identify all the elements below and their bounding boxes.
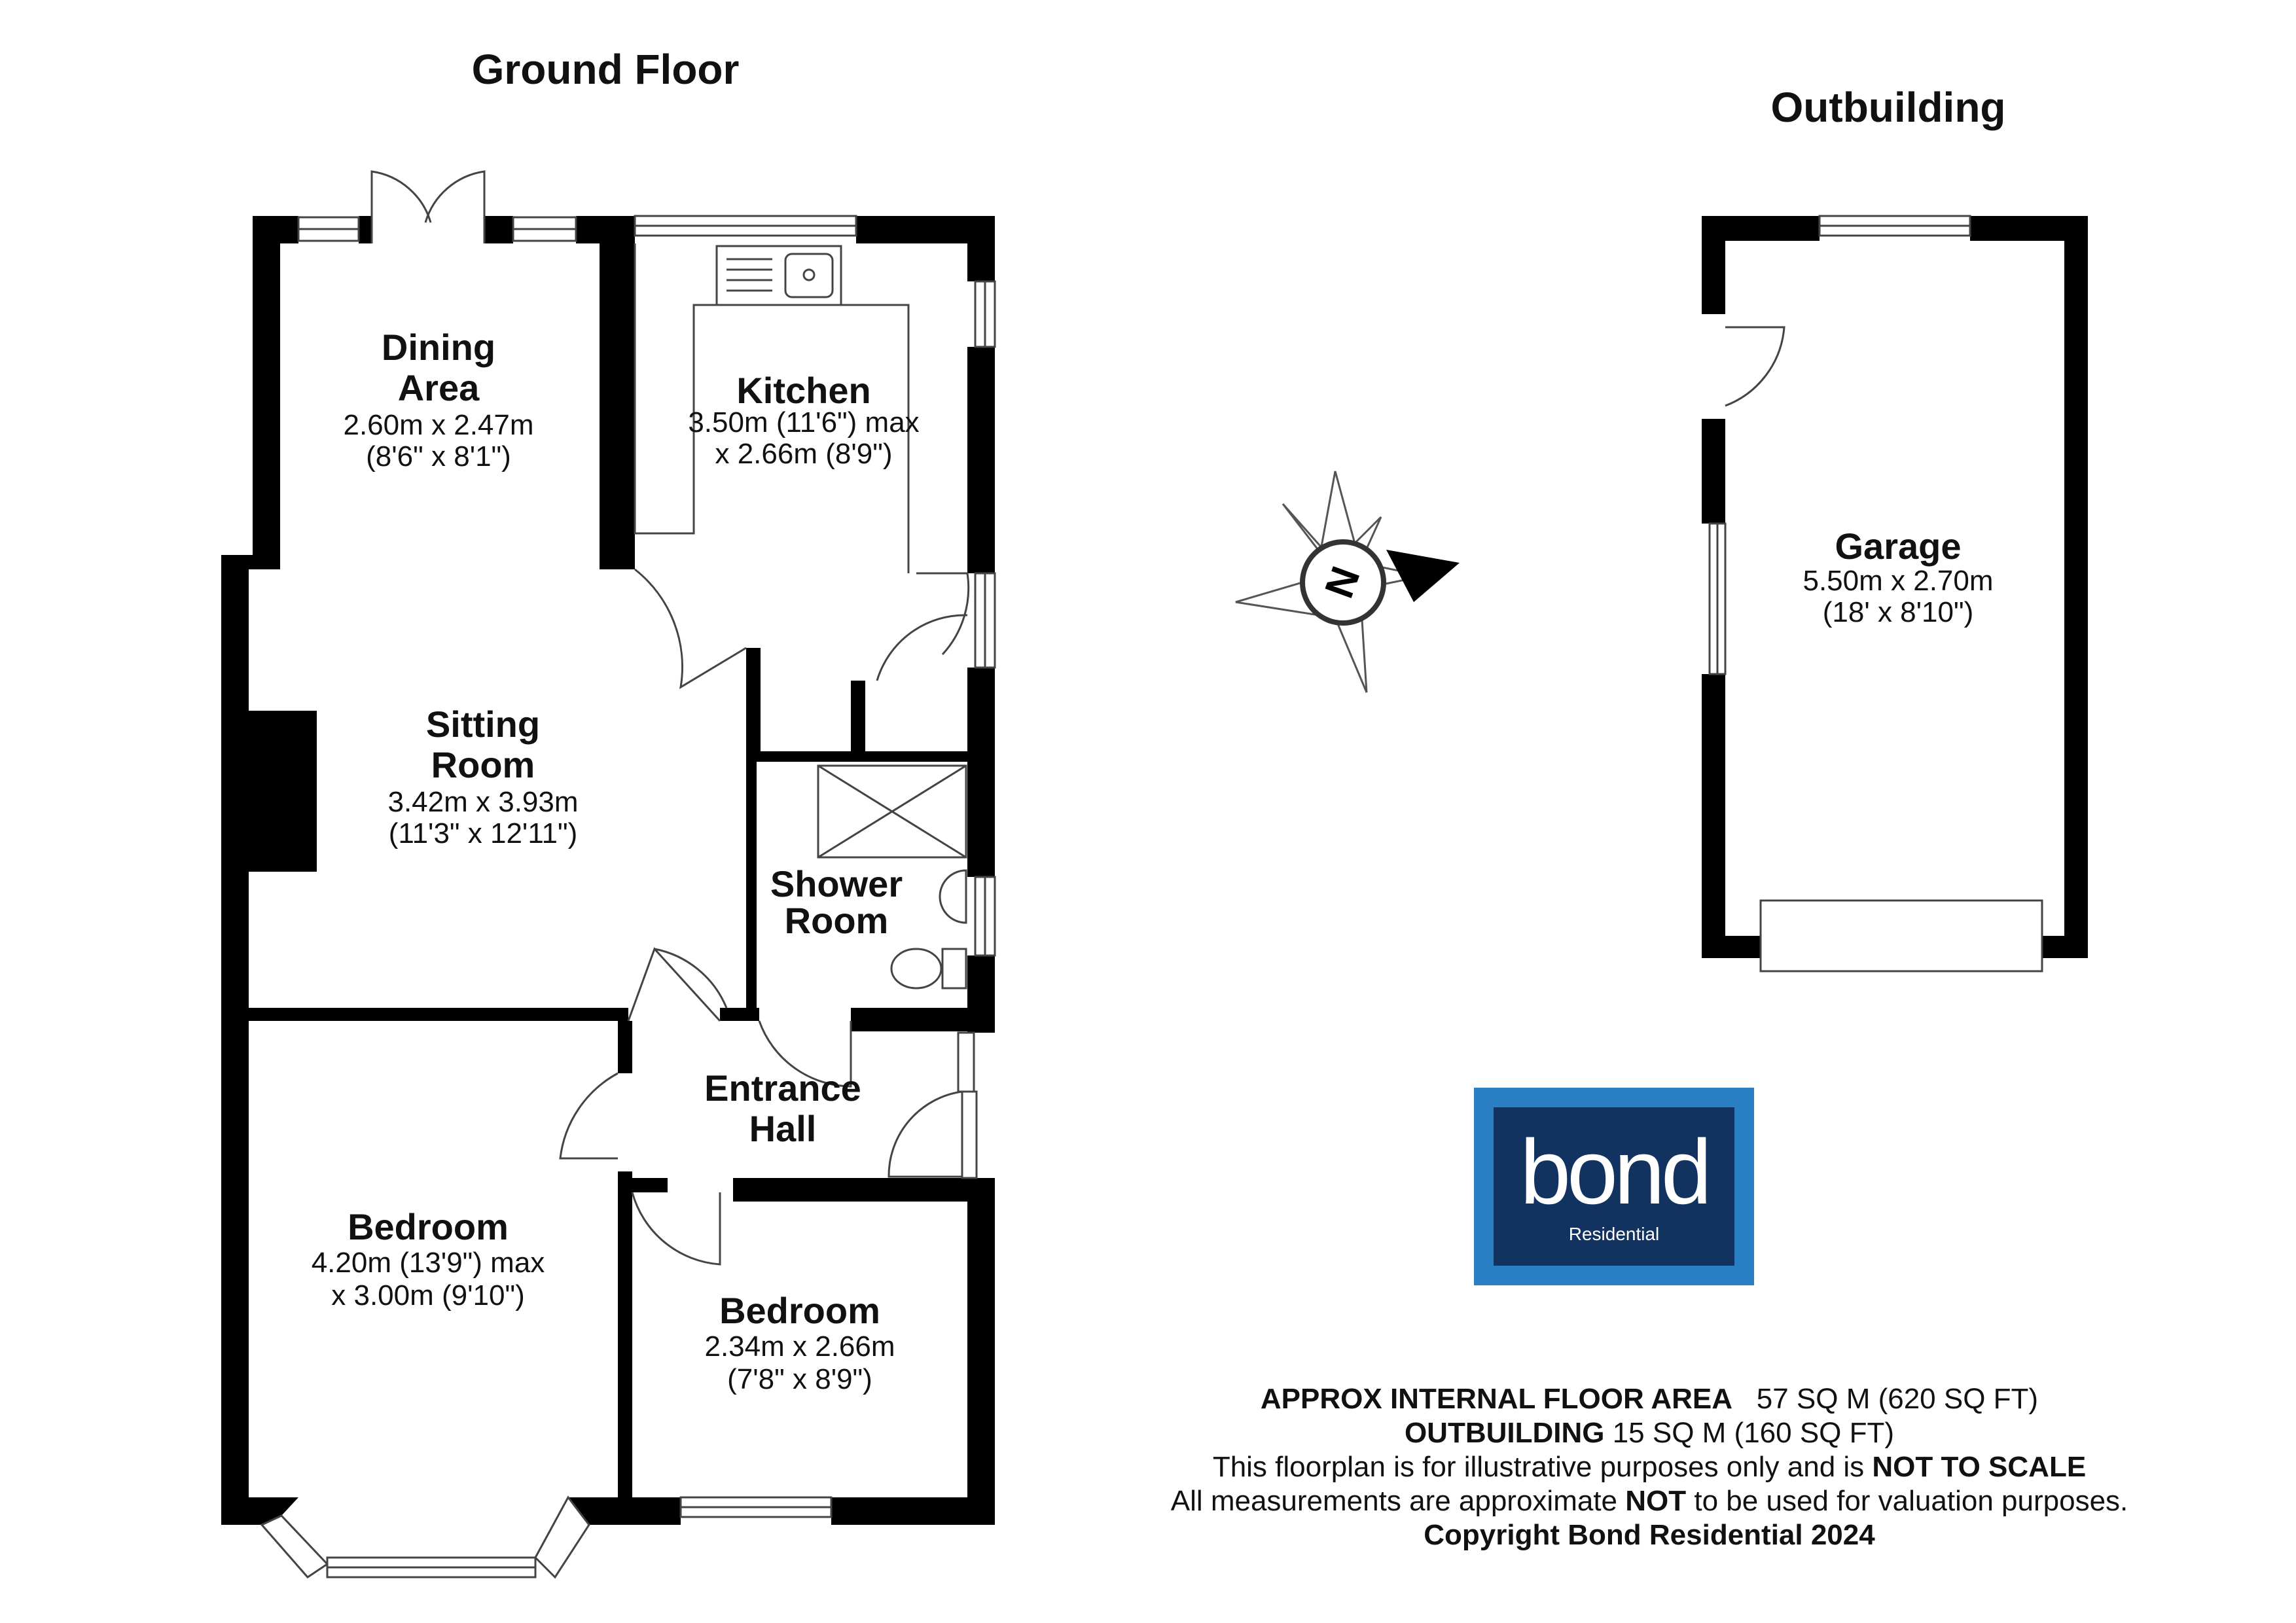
copyright-text: Copyright Bond Residential 2024 <box>1424 1519 1875 1551</box>
svg-text:Dining: Dining <box>381 327 496 368</box>
room-sitting <box>387 704 578 849</box>
outbuilding-value: 15 SQ M (160 SQ FT) <box>1612 1417 1895 1449</box>
outbuilding-title: Outbuilding <box>1770 84 2006 131</box>
logo-subtitle: Residential <box>1568 1224 1660 1244</box>
compass-north-letter: N <box>1316 560 1369 604</box>
notes-measurements-line: All measurements are approximate NOT to be used for valuation purposes. <box>1170 1485 2128 1517</box>
room-dining <box>343 327 533 473</box>
svg-text:(7'8" x 8'9"): (7'8" x 8'9") <box>727 1363 872 1395</box>
notes-scale-line: This floorplan is for illustrative purposes only and is NOT TO SCALE <box>1212 1451 2087 1483</box>
notes-copyright-line <box>1113 1518 2186 1552</box>
svg-text:3.50m (11'6") max: 3.50m (11'6") max <box>688 406 920 438</box>
svg-text:Shower: Shower <box>770 863 903 904</box>
svg-text:Room: Room <box>784 900 889 941</box>
svg-text:Hall: Hall <box>749 1108 817 1149</box>
svg-text:(18' x 8'10"): (18' x 8'10") <box>1822 596 1974 628</box>
area-label: APPROX INTERNAL FLOOR AREA <box>1260 1383 1733 1415</box>
svg-text:x 2.66m (8'9"): x 2.66m (8'9") <box>715 438 893 470</box>
room-shower <box>770 863 903 941</box>
svg-text:(11'3" x 12'11"): (11'3" x 12'11") <box>388 817 578 849</box>
room-kitchen <box>688 370 919 470</box>
svg-text:2.34m x 2.66m: 2.34m x 2.66m <box>704 1330 895 1363</box>
room-bedroom-1 <box>312 1206 545 1311</box>
svg-text:2.60m x 2.47m: 2.60m x 2.47m <box>343 409 534 441</box>
room-garage <box>1803 526 1993 628</box>
room-hall <box>704 1067 861 1149</box>
compass-rose <box>1236 471 1460 692</box>
outbuilding-label: OUTBUILDING <box>1404 1417 1605 1449</box>
svg-text:5.50m x 2.70m: 5.50m x 2.70m <box>1803 565 1994 597</box>
svg-text:Entrance: Entrance <box>704 1067 861 1109</box>
svg-text:Kitchen: Kitchen <box>736 370 871 411</box>
notes-outbuilding-line <box>1113 1416 2186 1450</box>
svg-text:3.42m x 3.93m: 3.42m x 3.93m <box>387 786 579 818</box>
svg-text:Sitting: Sitting <box>425 704 541 745</box>
area-value: 57 SQ M (620 SQ FT) <box>1756 1383 2039 1415</box>
room-bedroom-2 <box>704 1290 895 1395</box>
svg-text:x 3.00m (9'10"): x 3.00m (9'10") <box>331 1279 525 1311</box>
svg-text:4.20m (13'9") max: 4.20m (13'9") max <box>311 1247 545 1279</box>
logo-wordmark: bond <box>1520 1120 1708 1223</box>
svg-text:Garage: Garage <box>1835 526 1962 567</box>
svg-text:Room: Room <box>431 744 535 785</box>
bond-residential-logo <box>1474 1088 1754 1285</box>
logo-inner-panel <box>1494 1107 1734 1266</box>
ground-floor-title: Ground Floor <box>471 46 740 93</box>
svg-text:Area: Area <box>397 367 480 408</box>
svg-text:(8'6" x 8'1"): (8'6" x 8'1") <box>366 440 511 473</box>
floorplan-notes <box>1113 1382 2186 1552</box>
notes-area-line <box>1113 1382 2186 1416</box>
svg-text:Bedroom: Bedroom <box>348 1206 509 1247</box>
svg-text:Bedroom: Bedroom <box>719 1290 880 1331</box>
